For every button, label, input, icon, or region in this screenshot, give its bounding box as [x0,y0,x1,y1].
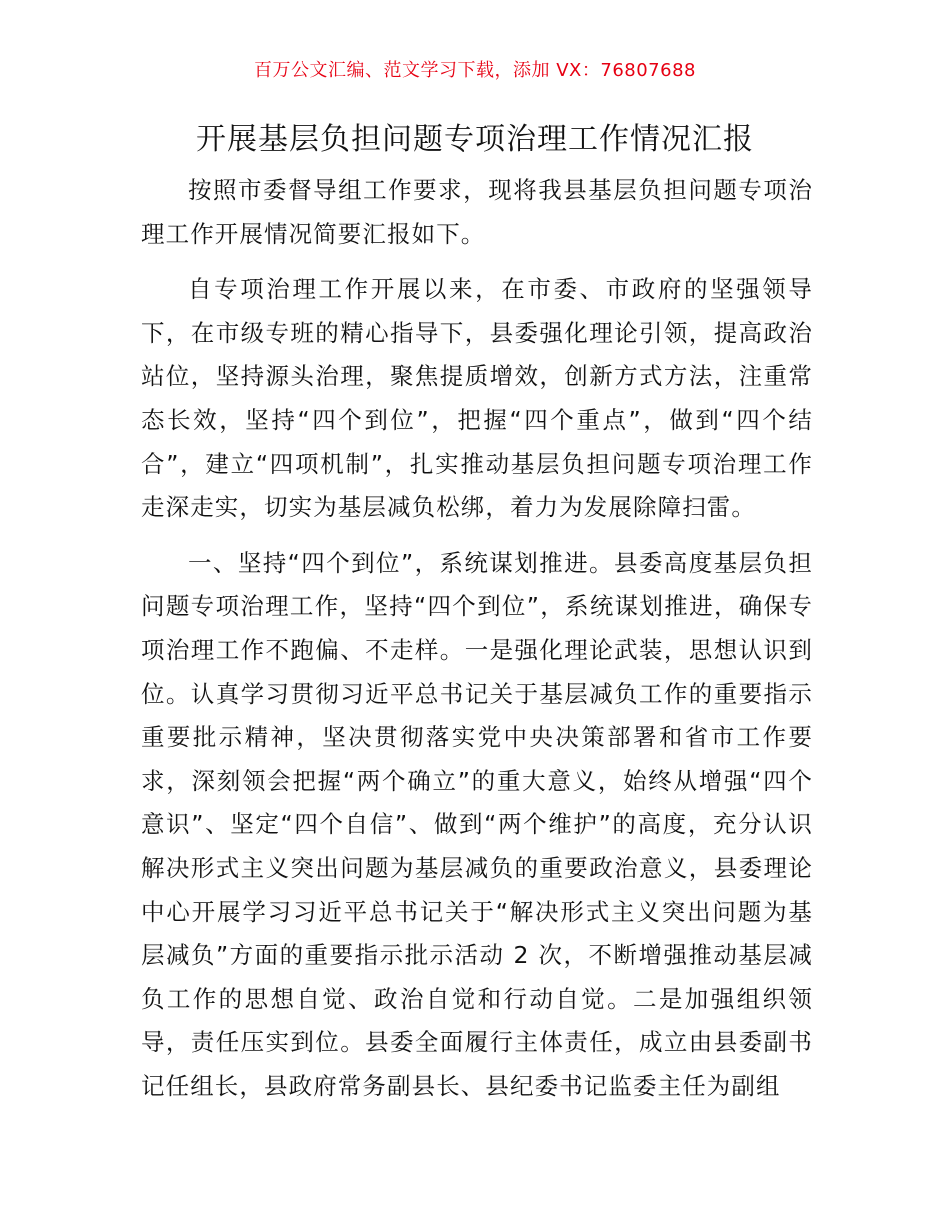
paragraph-section-one: 一、坚持“四个到位”，系统谋划推进。县委高度基层负担问题专项治理工作，坚持“四个到位”，系统谋划推进，确保专项治理工作不跑偏、不走样。一是强化理论武装，思想认识到位。认真学习贯彻习近平总书记关于基层减负工作的重要指示重要批示精神，坚决贯彻落实党中央决策部署和省市工作要求，深刻领会把握“两个确立”的重大意义，始终从增强“四个意识”、坚定“四个自信”、做到“两个维护”的高度，充分认识解决形式主义突出问题为基层减负的重要政治意义，县委理论中心开展学习习近平总书记关于“解决形式主义突出问题为基层减负”方面的重要指示批示活动 2 次，不断增强推动基层减负工作的思想自觉、政治自觉和行动自觉。二是加强组织领导，责任压实到位。县委全面履行主体责任，成立由县委副书记任组长，县政府常务副县长、县纪委书记监委主任为副组 [141,548,813,1100]
paragraph-overview: 自专项治理工作开展以来，在市委、市政府的坚强领导下，在市级专班的精心指导下，县委强化理论引领，提高政治站位，坚持源头治理，聚焦提质增效，创新方式方法，注重常态长效，坚持“四个到位”，把握“四个重点”，做到“四个结合”，建立“四项机制”，扎实推动基层负担问题专项治理工作走深走实，切实为基层减负松绑，着力为发展除障扫雷。 [141,275,813,522]
watermark-header-text: 百万公文汇编、范文学习下载，添加 VX：76807688 [254,60,696,81]
document-body [141,169,813,1120]
paragraph-intro: 按照市委督导组工作要求，现将我县基层负担问题专项治理工作开展情况简要汇报如下。 [141,176,813,248]
document-title: 开展基层负担问题专项治理工作情况汇报 [196,122,754,157]
